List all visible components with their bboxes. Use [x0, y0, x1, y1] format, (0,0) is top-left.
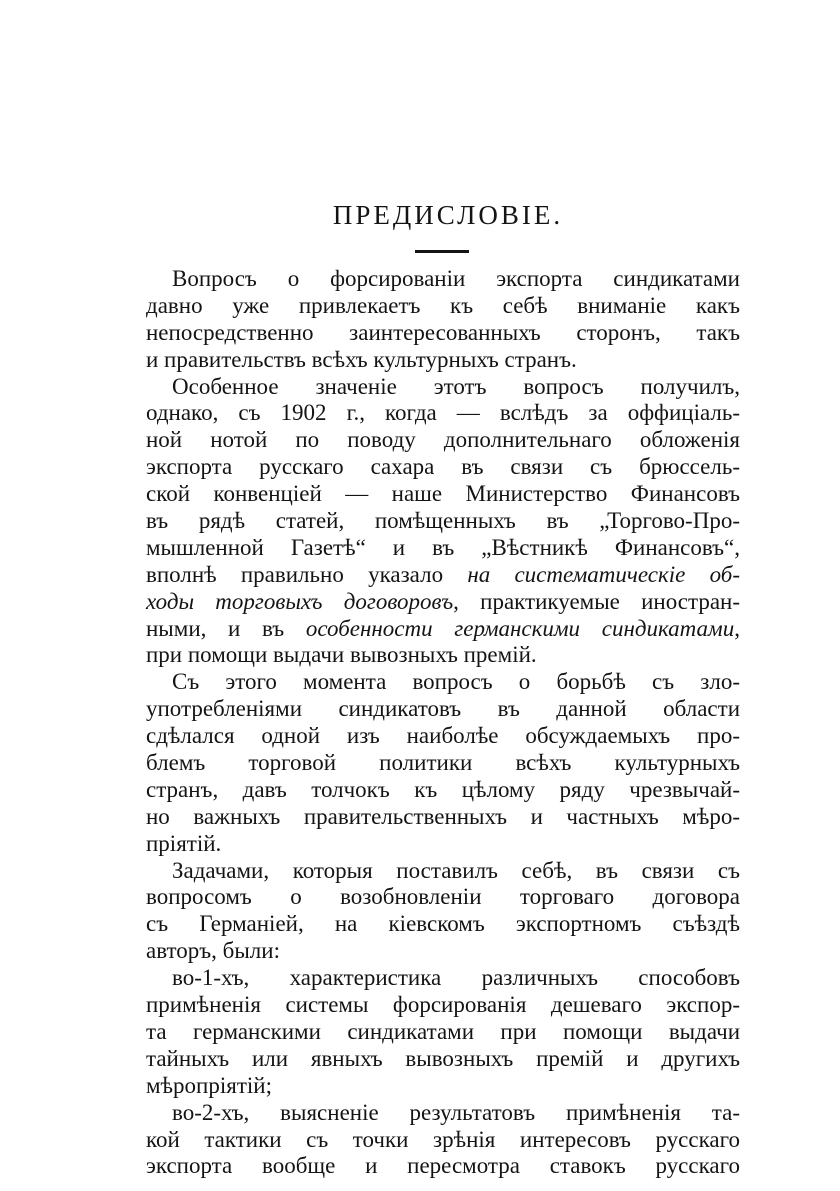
text-segment: мышленной Газетѣ“ и въ „Вѣстникѣ Финансовъ“,	[146, 534, 740, 560]
text-line	[146, 750, 740, 777]
text-line	[146, 1046, 740, 1073]
emphasis-text: на систематическіе об-	[467, 561, 741, 587]
text-segment: непосредственно заинтересованныхъ сторонъ, такъ	[146, 319, 740, 345]
text-line	[146, 347, 740, 374]
text-line	[146, 1127, 740, 1154]
text-line	[146, 427, 740, 454]
emphasis-text: ходы торговыхъ договоровъ	[146, 588, 454, 614]
text-segment: странъ, давъ толчокъ къ цѣлому ряду чрезвычай-	[146, 776, 740, 802]
text-line	[146, 938, 740, 965]
text-line	[146, 723, 740, 750]
text-line	[146, 400, 740, 427]
text-segment: тайныхъ или явныхъ вывозныхъ премій и другихъ	[146, 1045, 740, 1071]
text-segment: ской конвенціей — наше Министерство Финансовъ	[146, 481, 740, 507]
text-segment: Особенное значеніе этотъ вопросъ получилъ,	[172, 373, 740, 399]
text-line	[146, 804, 740, 831]
text-segment: , практикуемые иностран-	[453, 588, 741, 614]
text-segment: вопросомъ о возобновленіи торговаго договора	[146, 884, 740, 910]
text-line	[146, 1100, 740, 1127]
text-line	[146, 508, 740, 535]
text-segment: экспорта вообще и пересмотра ставокъ русскаго	[146, 1153, 740, 1179]
text-line	[146, 1153, 740, 1180]
text-segment: мѣропріятій;	[146, 1072, 272, 1098]
text-segment: та германскими синдикатами при помощи выдачи	[146, 1018, 740, 1044]
text-segment: пріятій.	[146, 830, 222, 856]
text-segment: Задачами, которыя поставилъ себѣ, въ связи съ	[172, 857, 740, 883]
text-line	[146, 777, 740, 804]
text-segment: кой тактики съ точки зрѣнія интересовъ русскаго	[146, 1126, 740, 1152]
text-segment: Вопросъ о форсированіи экспорта синдикатами	[172, 266, 740, 291]
text-segment: примѣненія системы форсированія дешеваго экспор-	[146, 992, 740, 1018]
text-segment: съ Германіей, на кіевскомъ экспортномъ съѣздѣ	[146, 911, 740, 937]
text-segment: ными, и въ	[146, 615, 306, 641]
text-line	[146, 992, 740, 1019]
text-segment: авторъ, были:	[146, 938, 280, 964]
text-segment: Съ этого момента вопросъ о борьбѣ съ зло-	[172, 669, 740, 695]
text-segment: и правительствъ всѣхъ культурныхъ странъ.	[146, 346, 577, 372]
text-segment: блемъ торговой политики всѣхъ культурныхъ	[146, 750, 740, 776]
text-line	[146, 616, 740, 643]
text-line	[146, 965, 740, 992]
text-segment: во-2-хъ, выясненіе результатовъ примѣненія та-	[172, 1099, 740, 1125]
text-line	[146, 1019, 740, 1046]
text-line	[146, 884, 740, 911]
text-line	[146, 1073, 740, 1100]
text-line	[146, 669, 740, 696]
text-line	[146, 831, 740, 858]
text-line	[146, 911, 740, 938]
text-line	[146, 535, 740, 562]
text-segment: при помощи выдачи вывозныхъ премій.	[146, 642, 537, 668]
preface-text	[146, 266, 740, 1180]
title-divider	[415, 250, 469, 253]
text-line	[146, 858, 740, 885]
text-segment: однако, съ 1902 г., когда — вслѣдъ за оффиціаль-	[146, 400, 740, 426]
text-line	[146, 320, 740, 347]
text-segment: вполнѣ правильно указало	[146, 561, 468, 587]
text-line	[146, 589, 740, 616]
page-title: ПРЕДИСЛОВІЕ.	[332, 200, 564, 230]
text-line	[146, 293, 740, 320]
text-segment: давно уже привлекаетъ къ себѣ вниманіе какъ	[146, 292, 740, 318]
text-line	[146, 266, 740, 293]
text-line	[146, 642, 740, 669]
emphasis-text: особенности германскими синдикатами	[305, 615, 735, 641]
text-segment: сдѣлался одной изъ наиболѣе обсуждаемыхъ про-	[146, 723, 740, 749]
text-line	[146, 454, 740, 481]
text-segment: но важныхъ правительственныхъ и частныхъ мѣро-	[146, 803, 740, 829]
text-segment: ,	[734, 615, 740, 641]
text-line	[146, 696, 740, 723]
text-segment: во-1-хъ, характеристика различныхъ способовъ	[172, 965, 740, 991]
text-segment: ной нотой по поводу дополнительнаго обложенія	[146, 427, 740, 453]
text-segment: въ рядѣ статей, помѣщенныхъ въ „Торгово-Про-	[146, 508, 740, 534]
text-line	[146, 481, 740, 508]
text-line	[146, 562, 740, 589]
text-line	[146, 374, 740, 401]
text-segment: экспорта русскаго сахара въ связи съ брюссель-	[146, 454, 740, 480]
text-segment: употребленіями синдикатовъ въ данной области	[146, 696, 740, 722]
